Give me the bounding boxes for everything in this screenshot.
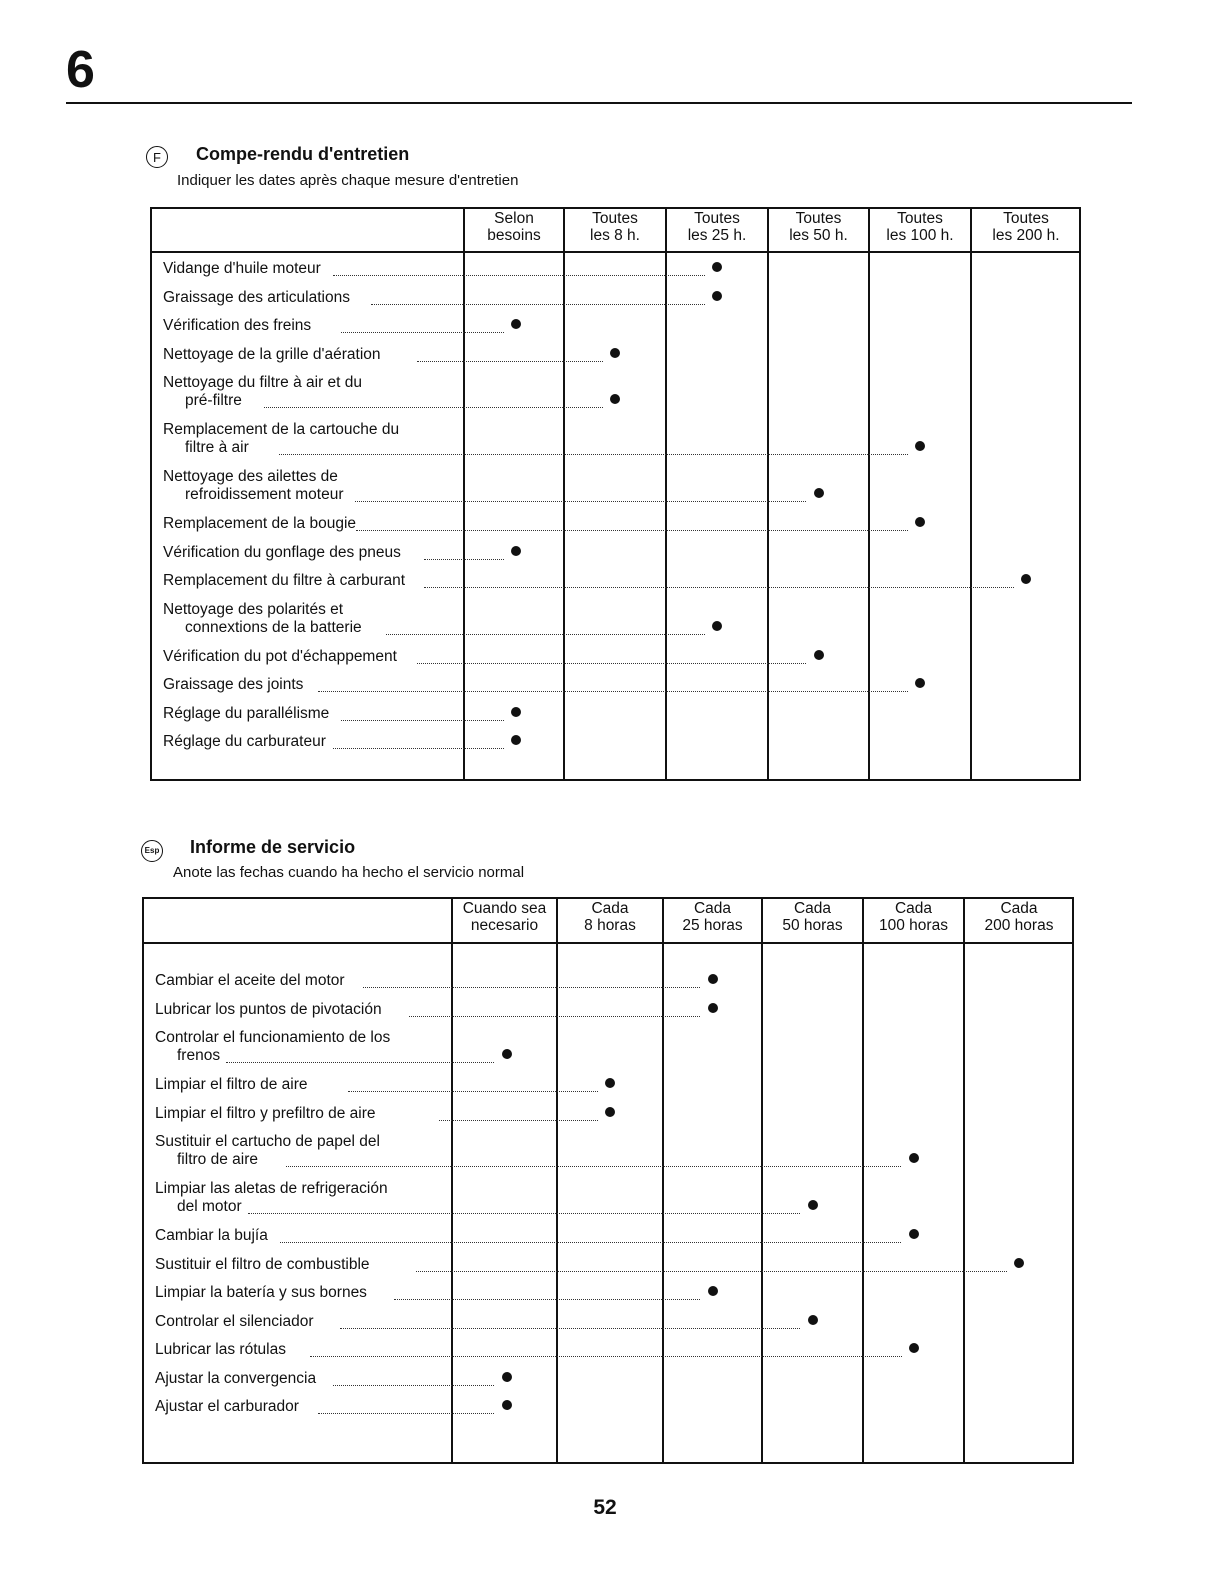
task-row — [144, 1001, 1072, 1030]
interval-dot — [502, 1372, 512, 1382]
task-label — [155, 1180, 388, 1216]
task-row — [152, 601, 1079, 648]
task-label-line: Remplacement de la bougie — [163, 515, 357, 532]
task-label — [155, 1001, 382, 1019]
task-label — [163, 260, 321, 278]
task-label-line: Sustituir el cartucho de papel del — [155, 1133, 380, 1150]
task-label — [155, 1133, 380, 1169]
column-header — [559, 900, 661, 934]
task-row — [152, 421, 1079, 468]
column-header — [665, 900, 760, 934]
column-header — [865, 900, 962, 934]
column-header-line: Toutes — [1003, 210, 1049, 227]
task-label-line: connextions de la batterie — [185, 618, 362, 636]
task-label-line: Remplacement du filtre à carburant — [163, 572, 406, 589]
column-header-line: Cuando sea — [462, 900, 547, 917]
column-header — [454, 900, 555, 934]
column-header-line: 25 horas — [682, 917, 743, 934]
task-label — [163, 544, 401, 562]
task-label-line: filtro de aire — [177, 1151, 258, 1168]
interval-dot — [909, 1343, 919, 1353]
interval-dot — [915, 517, 925, 527]
task-row — [152, 317, 1079, 346]
dotted-leader — [409, 1016, 701, 1017]
interval-dot — [605, 1107, 615, 1117]
column-header-line: Cada — [1000, 900, 1038, 917]
task-label-line: Limpiar la batería y sus bornes — [155, 1284, 367, 1301]
dotted-leader — [341, 720, 504, 721]
dotted-leader — [310, 1356, 902, 1357]
interval-dot — [610, 348, 620, 358]
task-label-line: Vérification du gonflage des pneus — [163, 543, 401, 561]
interval-dot — [511, 707, 521, 717]
language-badge: F — [146, 146, 168, 168]
task-row — [152, 733, 1079, 762]
interval-dot — [915, 441, 925, 451]
task-label — [155, 1029, 390, 1065]
column-header-line: les 100 h. — [886, 227, 954, 244]
section-subtitle: Indiquer les dates après chaque mesure d'entretien — [177, 172, 519, 189]
task-row — [144, 1227, 1072, 1256]
task-label-line: Limpiar las aletas de refrigeración — [155, 1180, 388, 1197]
column-header-line: 50 horas — [782, 917, 843, 934]
column-header-line: Toutes — [694, 210, 740, 227]
column-header-line: les 50 h. — [789, 227, 848, 244]
interval-dot — [915, 678, 925, 688]
task-label — [163, 601, 362, 637]
page-number: 52 — [593, 1496, 617, 1519]
interval-dot — [708, 974, 718, 984]
task-label-line: Remplacement de la cartouche du — [163, 421, 400, 438]
interval-dot — [502, 1400, 512, 1410]
dotted-leader — [416, 1271, 1007, 1272]
interval-dot — [712, 291, 722, 301]
section-subtitle: Anote las fechas cuando ha hecho el servicio normal — [173, 864, 525, 881]
interval-dot — [511, 319, 521, 329]
task-label-line: Réglage du carburateur — [163, 733, 326, 750]
dotted-leader — [280, 1242, 902, 1243]
task-label-line: Cambiar el aceite del motor — [155, 972, 345, 989]
task-label — [163, 421, 399, 457]
task-label — [163, 346, 381, 364]
column-header-line: Cada — [591, 900, 629, 917]
task-label — [155, 1105, 376, 1123]
dotted-leader — [226, 1062, 495, 1063]
task-label-line: Ajustar el carburador — [155, 1398, 299, 1415]
dotted-leader — [341, 332, 504, 333]
dotted-leader — [439, 1120, 598, 1121]
task-label — [155, 1370, 316, 1388]
task-label-line: Lubricar los puntos de pivotación — [155, 1000, 382, 1018]
dotted-leader — [333, 748, 504, 749]
column-header — [770, 210, 867, 244]
task-label-line: Nettoyage des polarités et — [163, 600, 344, 618]
task-label — [163, 468, 344, 504]
task-label — [163, 515, 356, 533]
interval-dot — [511, 735, 521, 745]
column-header-line: les 25 h. — [687, 227, 747, 244]
task-row — [152, 648, 1079, 677]
task-row — [144, 1029, 1072, 1076]
dotted-leader — [318, 691, 908, 692]
task-row — [144, 1133, 1072, 1180]
dotted-leader — [264, 407, 603, 408]
task-label-line: Cambiar la bujía — [155, 1227, 268, 1244]
task-row — [144, 1370, 1072, 1399]
task-row — [152, 705, 1079, 734]
task-label — [155, 1076, 307, 1094]
dotted-leader — [333, 275, 705, 276]
dotted-leader — [355, 501, 806, 502]
task-label — [163, 572, 405, 590]
interval-dot — [909, 1229, 919, 1239]
column-header — [466, 210, 562, 244]
task-row — [152, 515, 1079, 544]
interval-dot — [814, 488, 824, 498]
task-row — [144, 1076, 1072, 1105]
interval-dot — [708, 1003, 718, 1013]
language-badge: Esp — [141, 840, 163, 862]
interval-dot — [814, 650, 824, 660]
dotted-leader — [424, 559, 504, 560]
interval-dot — [511, 546, 521, 556]
column-header — [764, 900, 861, 934]
task-label — [163, 676, 303, 694]
column-header-line: les 200 h. — [992, 227, 1060, 244]
task-label-line: Lubricar las rótulas — [155, 1341, 286, 1358]
task-label — [163, 374, 362, 410]
column-header-line: 100 horas — [879, 917, 948, 934]
task-label-line: Nettoyage des ailettes de — [163, 468, 338, 485]
column-header — [966, 900, 1072, 934]
task-label-line: Limpiar el filtro de aire — [155, 1076, 308, 1093]
task-row — [144, 972, 1072, 1001]
task-label — [163, 733, 326, 751]
task-label-line: Nettoyage de la grille d'aération — [163, 345, 381, 363]
interval-dot — [909, 1153, 919, 1163]
dotted-leader — [363, 987, 700, 988]
dotted-leader — [286, 1166, 901, 1167]
column-header-line: Cada — [693, 900, 732, 917]
dotted-leader — [356, 530, 908, 531]
task-label-line: refroidissement moteur — [185, 486, 344, 503]
task-row — [152, 289, 1079, 318]
column-header-line: Toutes — [897, 210, 943, 227]
column-header-line: Cada — [894, 900, 933, 917]
task-label — [163, 705, 329, 723]
task-label — [155, 1256, 370, 1274]
task-label — [155, 1341, 286, 1359]
column-header-line: 8 horas — [584, 917, 636, 934]
task-label-line: pré-filtre — [185, 392, 242, 409]
column-header — [668, 210, 766, 244]
dotted-leader — [248, 1213, 800, 1214]
column-header — [973, 210, 1079, 244]
interval-dot — [605, 1078, 615, 1088]
task-label — [155, 1227, 268, 1245]
dotted-leader — [333, 1385, 495, 1386]
task-label-line: del motor — [177, 1198, 242, 1215]
task-label — [163, 317, 311, 335]
interval-dot — [808, 1200, 818, 1210]
task-row — [152, 468, 1079, 515]
section-title: Informe de servicio — [190, 837, 356, 857]
task-row — [152, 346, 1079, 375]
task-row — [144, 1105, 1072, 1134]
task-row — [144, 1313, 1072, 1342]
interval-dot — [502, 1049, 512, 1059]
task-label — [155, 1398, 299, 1416]
task-row — [152, 374, 1079, 421]
interval-dot — [610, 394, 620, 404]
task-label — [163, 648, 397, 666]
interval-dot — [712, 621, 722, 631]
interval-dot — [1021, 574, 1031, 584]
task-label-line: Controlar el funcionamiento de los — [155, 1029, 391, 1046]
task-label-line: Graissage des joints — [163, 676, 304, 693]
interval-dot — [708, 1286, 718, 1296]
task-label-line: Ajustar la convergencia — [155, 1369, 317, 1387]
interval-dot — [1014, 1258, 1024, 1268]
task-label-line: Nettoyage du filtre à air et du — [163, 374, 363, 391]
task-label-line: filtre à air — [185, 439, 249, 456]
dotted-leader — [318, 1413, 495, 1414]
task-label — [155, 1284, 367, 1302]
task-label-line: Vérification des freins — [163, 317, 312, 334]
task-row — [144, 1180, 1072, 1227]
task-row — [144, 1284, 1072, 1313]
dotted-leader — [386, 634, 705, 635]
task-label-line: Vérification du pot d'échappement — [163, 647, 397, 665]
chapter-number: 6 — [66, 41, 95, 99]
task-label — [155, 1313, 314, 1331]
header-rule — [66, 102, 1132, 104]
maintenance-table — [142, 897, 1074, 1464]
column-header-line: 200 horas — [984, 917, 1054, 934]
task-row — [152, 260, 1079, 289]
task-label — [163, 289, 350, 307]
task-label-line: Sustituir el filtro de combustible — [155, 1255, 370, 1273]
dotted-leader — [371, 304, 705, 305]
column-header-line: necesario — [470, 917, 539, 934]
interval-dot — [712, 262, 722, 272]
column-header-line: Toutes — [592, 210, 638, 227]
task-row — [152, 572, 1079, 601]
task-label-line: Controlar el silenciador — [155, 1312, 314, 1330]
section-title: Compe-rendu d'entretien — [196, 144, 410, 164]
task-row — [144, 1256, 1072, 1285]
task-row — [152, 676, 1079, 705]
column-header-line: besoins — [487, 227, 541, 244]
task-label-line: Réglage du parallélisme — [163, 704, 330, 722]
dotted-leader — [424, 587, 1014, 588]
column-header-line: Cada — [793, 900, 832, 917]
dotted-leader — [417, 663, 807, 664]
task-row — [144, 1398, 1072, 1427]
task-label — [155, 972, 345, 990]
column-header — [871, 210, 969, 244]
dotted-leader — [417, 361, 603, 362]
interval-dot — [808, 1315, 818, 1325]
column-header — [566, 210, 664, 244]
column-header-line: Toutes — [795, 210, 842, 227]
dotted-leader — [279, 454, 908, 455]
dotted-leader — [348, 1091, 598, 1092]
dotted-leader — [394, 1299, 701, 1300]
task-label-line: Limpiar el filtro y prefiltro de aire — [155, 1104, 376, 1122]
task-row — [152, 544, 1079, 573]
header-divider — [152, 251, 1079, 253]
task-row — [144, 1341, 1072, 1370]
dotted-leader — [340, 1328, 800, 1329]
column-header-line: les 8 h. — [590, 227, 640, 244]
maintenance-table — [150, 207, 1081, 781]
task-label-line: Graissage des articulations — [163, 288, 350, 306]
task-label-line: frenos — [177, 1047, 221, 1064]
header-divider — [144, 942, 1072, 944]
task-label-line: Vidange d'huile moteur — [163, 260, 321, 277]
column-header-line: Selon — [494, 210, 534, 227]
